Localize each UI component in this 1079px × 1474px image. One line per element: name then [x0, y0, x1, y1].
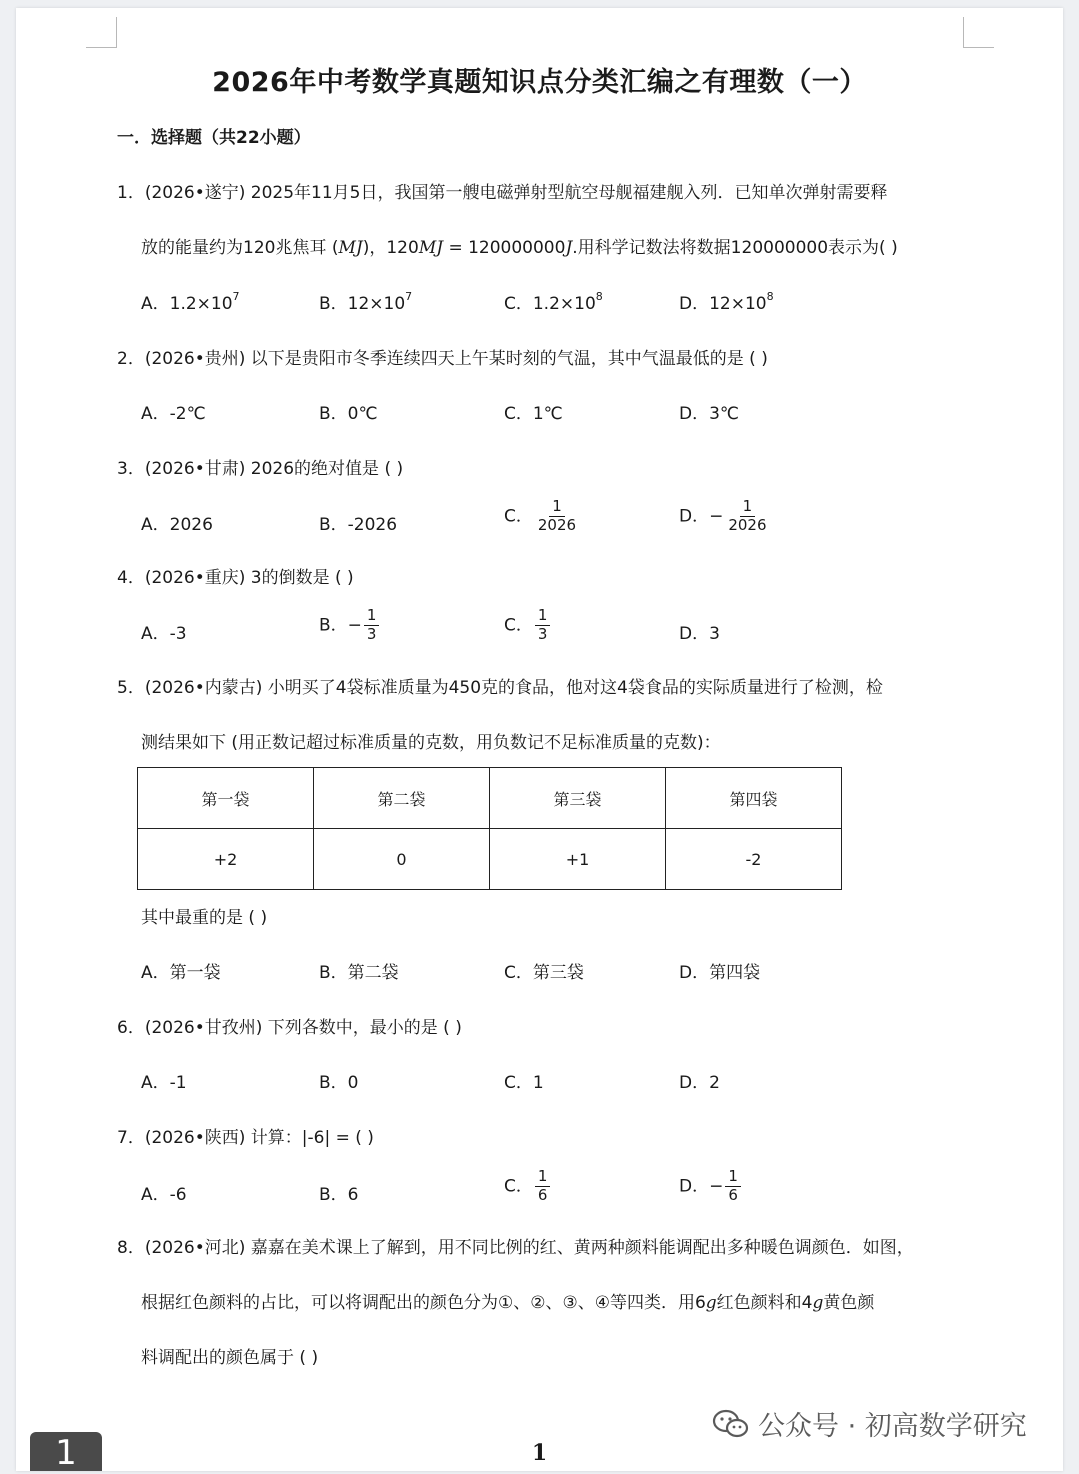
question-8-line-1: 8．(2026•河北) 嘉嘉在美术课上了解到，用不同比例的红、黄两种颜料能调配出多种暖色调颜色．如图，: [117, 1238, 914, 1258]
question-6-option-b: B．0: [319, 1073, 359, 1093]
table-header-cell: 第一袋: [138, 768, 314, 829]
table-cell: +1: [490, 829, 666, 890]
page-title: 2026年中考数学真题知识点分类汇编之有理数（一）: [212, 67, 867, 98]
question-5-line-1: 5．(2026•内蒙古) 小明买了4袋标准质量为450克的食品，他对这4袋食品的实际质量进行了检测，检: [117, 678, 883, 698]
question-8-line-2: 根据红色颜料的占比，可以将调配出的颜色分为①、②、③、④等四类．用6g红色颜料和4g黄色颜: [141, 1293, 875, 1313]
question-7-line-1: 7．(2026•陕西) 计算：|-6| = ( ): [117, 1128, 374, 1148]
watermark-text: 公众号 · 初高数学研究: [758, 1411, 1027, 1442]
question-1-option-d: D．$12\times 10^8$: [679, 290, 774, 314]
question-6-line-1: 6．(2026•甘孜州) 下列各数中，最小的是 ( ): [117, 1018, 462, 1038]
question-4-option-b: B．− $\frac{1}{3}$: [319, 608, 379, 643]
table-cell: -2: [666, 829, 842, 890]
question-4-option-c: C． $\frac{1}{3}$: [504, 608, 550, 643]
question-2-option-c: C．1℃: [504, 404, 563, 424]
question-4-option-d: D．3: [679, 624, 720, 644]
table-header-cell: 第三袋: [490, 768, 666, 829]
fraction: $\frac{1}{2026}$: [537, 497, 577, 534]
question-8-line-3: 料调配出的颜色属于 ( ): [141, 1348, 319, 1368]
fraction: $\frac{1}{3}$: [535, 608, 551, 643]
question-1-line-1: 1．(2026•遂宁) 2025年11月5日，我国第一艘电磁弹射型航空母舰福建舰入列．已知单次弹射需要释: [117, 183, 888, 203]
question-3-line-1: 3．(2026•甘肃) 2026的绝对值是 ( ): [117, 459, 404, 479]
section-heading: 一．选择题（共22小题）: [117, 128, 311, 148]
question-5-line-2: 测结果如下 (用正数记超过标准质量的克数，用负数记不足标准质量的克数)：: [141, 733, 721, 753]
question-5-option-b: B．第二袋: [319, 963, 399, 983]
question-1-line-2: 放的能量约为120兆焦耳 (MJ)，120MJ = 120000000J.用科学记数法将数据120000000表示为( ): [141, 238, 898, 258]
wechat-icon: [712, 1408, 750, 1440]
fraction: $\frac{1}{6}$: [535, 1169, 551, 1204]
table-header-cell: 第二袋: [314, 768, 490, 829]
table-cell: 0: [314, 829, 490, 890]
question-5-option-c: C．第三袋: [504, 963, 584, 983]
question-6-option-d: D．2: [679, 1073, 720, 1093]
crop-mark-top-right: [963, 17, 994, 48]
question-1-option-c: C．$1.2\times 10^8$: [504, 290, 603, 314]
question-4-option-a: A．-3: [141, 624, 187, 644]
question-2-option-d: D．3℃: [679, 404, 739, 424]
page-thumbnail-tab[interactable]: 1: [30, 1432, 102, 1471]
table-row: [138, 829, 842, 890]
question-5-option-d: D．第四袋: [679, 963, 761, 983]
question-2-option-b: B．0℃: [319, 404, 378, 424]
crop-mark-top-left: [86, 17, 117, 48]
question-7-option-d: D．− $\frac{1}{6}$: [679, 1169, 741, 1204]
question-6-option-a: A．-1: [141, 1073, 187, 1093]
question-1-option-a: A．$1.2\times 10^7$: [141, 290, 240, 314]
table-cell: +2: [138, 829, 314, 890]
table-header-row: [138, 768, 842, 829]
question-3-option-d: D．− $\frac{1}{2026}$: [679, 499, 770, 534]
question-7-option-a: A．-6: [141, 1185, 187, 1205]
question-3-option-c: C． $\frac{1}{2026}$: [504, 499, 579, 534]
question-5-option-a: A．第一袋: [141, 963, 221, 983]
question-1-option-b: B．$12\times 10^7$: [319, 290, 413, 314]
fraction: $\frac{1}{6}$: [725, 1169, 741, 1204]
watermark: [712, 1404, 1027, 1443]
question-4-line-1: 4．(2026•重庆) 3的倒数是 ( ): [117, 568, 354, 588]
fraction: $\frac{1}{2026}$: [728, 497, 767, 534]
question-7-option-c: C． $\frac{1}{6}$: [504, 1169, 550, 1204]
measurement-table: [137, 767, 842, 890]
question-2-line-1: 2．(2026•贵州) 以下是贵阳市冬季连续四天上午某时刻的气温，其中气温最低的是 ( ): [117, 349, 768, 369]
question-3-option-b: B．-2026: [319, 515, 398, 535]
table-header-cell: 第四袋: [666, 768, 842, 829]
question-7-option-b: B．6: [319, 1185, 359, 1205]
fraction: $\frac{1}{3}$: [364, 608, 380, 643]
question-5-line-3: 其中最重的是 ( ): [141, 908, 268, 928]
question-2-option-a: A．-2℃: [141, 404, 206, 424]
page-number: 1: [531, 1440, 548, 1466]
question-6-option-c: C．1: [504, 1073, 544, 1093]
question-3-option-a: A．2026: [141, 515, 213, 535]
